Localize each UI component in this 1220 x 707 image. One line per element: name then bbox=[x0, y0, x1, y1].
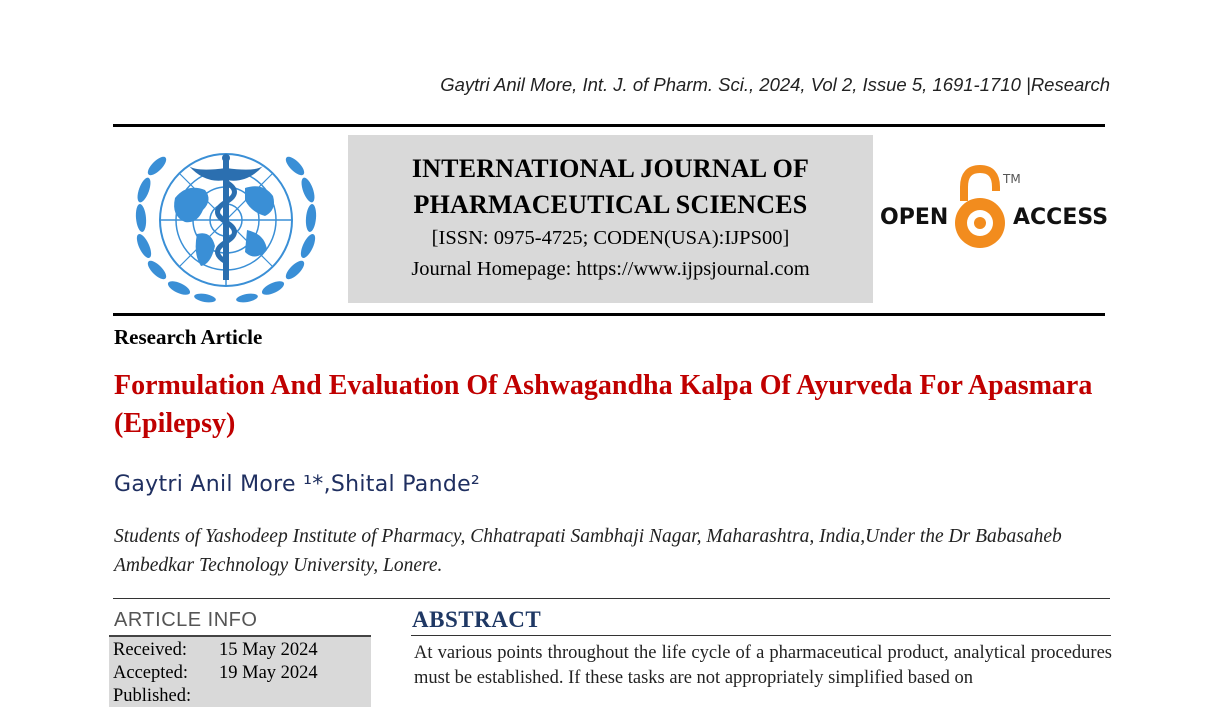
author-affiliation: Students of Yashodeep Institute of Pharmacy, Chhatrapati Sambhaji Nagar, Maharashtra, India,Under the Dr Babasaheb Ambedkar Technology University, Lonere. bbox=[114, 526, 1062, 576]
published-label: Published: bbox=[113, 686, 192, 706]
abstract-heading: ABSTRACT bbox=[412, 607, 542, 632]
accepted-row bbox=[113, 663, 318, 684]
abstract-text: At various points throughout the life cycle of a pharmaceutical product, analytical procedures must be established. If these tasks are not appropriately simplified based on bbox=[414, 643, 1112, 688]
accepted-label: Accepted: bbox=[113, 663, 188, 683]
journal-homepage: Journal Homepage: https://www.ijpsjournal.com bbox=[411, 258, 810, 280]
received-row bbox=[113, 640, 318, 661]
accepted-date: 19 May 2024 bbox=[219, 663, 318, 683]
header-top-rule bbox=[113, 124, 1105, 127]
received-label: Received: bbox=[113, 640, 187, 660]
running-head: Gaytri Anil More, Int. J. of Pharm. Sci., 2024, Vol 2, Issue 5, 1691-1710 |Research bbox=[440, 74, 1110, 95]
journal-name-line2: PHARMACEUTICAL SCIENCES bbox=[413, 190, 808, 219]
open-access-tm: TM bbox=[1003, 172, 1021, 186]
section-divider bbox=[113, 598, 1110, 599]
article-authors: Gaytri Anil More ¹*,Shital Pande² bbox=[114, 472, 481, 497]
open-access-word-access: ACCESS bbox=[1013, 205, 1108, 230]
journal-banner bbox=[348, 135, 873, 303]
open-lock-icon bbox=[955, 169, 1005, 248]
abstract-rule bbox=[411, 635, 1111, 636]
open-access-logo bbox=[880, 165, 1108, 255]
article-type: Research Article bbox=[114, 325, 263, 349]
article-info-box bbox=[109, 637, 371, 707]
open-access-word-open: OPEN bbox=[880, 205, 949, 230]
received-date: 15 May 2024 bbox=[219, 640, 318, 660]
journal-name-line1: INTERNATIONAL JOURNAL OF bbox=[411, 154, 810, 183]
journal-issn: [ISSN: 0975-4725; CODEN(USA):IJPS00] bbox=[431, 227, 790, 249]
header-bottom-rule bbox=[113, 313, 1105, 316]
article-info-heading: ARTICLE INFO bbox=[114, 609, 258, 631]
journal-emblem-logo bbox=[127, 138, 325, 306]
published-row bbox=[113, 686, 219, 707]
article-title: Formulation And Evaluation Of Ashwagandha Kalpa Of Ayurveda For Apasmara (Epilepsy) bbox=[114, 370, 1093, 439]
